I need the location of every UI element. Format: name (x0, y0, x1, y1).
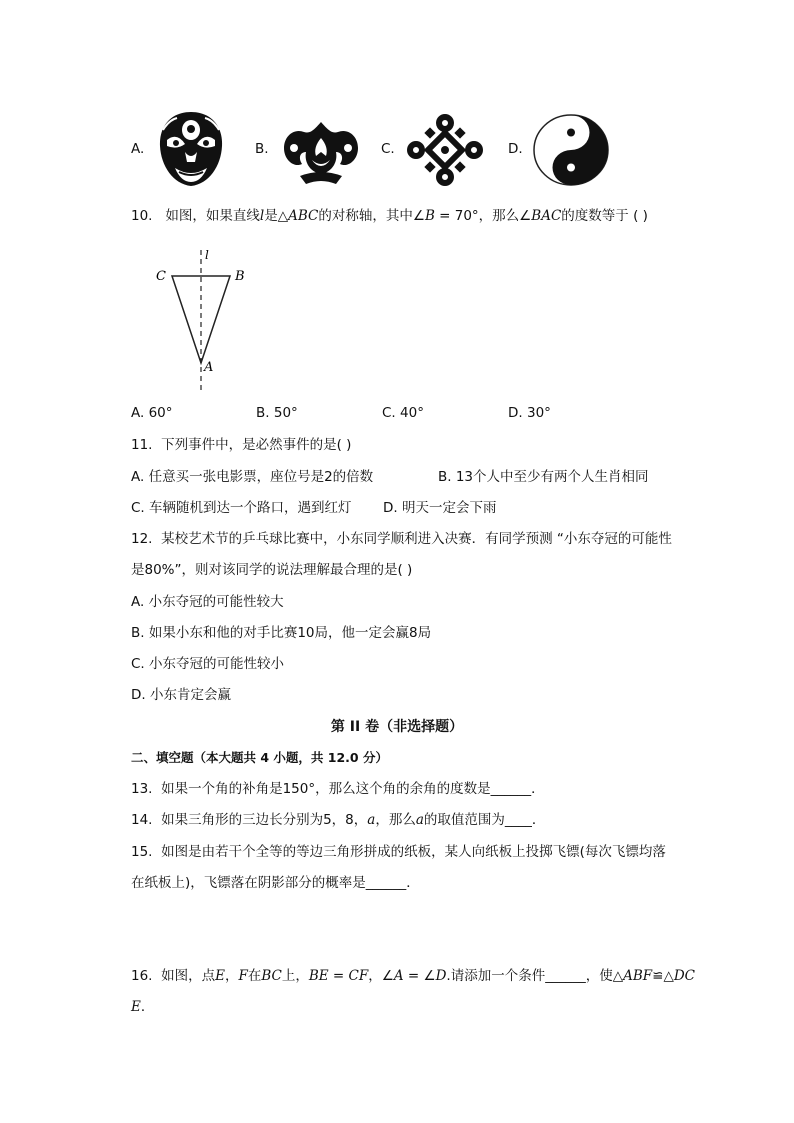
part-title: 第 II 卷（非选择题） (330, 719, 464, 735)
question-number: 14. (131, 812, 153, 828)
question-16-cont (131, 997, 154, 1017)
q12-option-a: A. 小东夺冠的可能性较大 (131, 594, 284, 610)
question-14 (131, 810, 545, 830)
question-text: 下列事件中，是必然事件的是( ) (161, 437, 352, 453)
option-value: 40° (400, 405, 424, 421)
question-text: 如图，如果直线 (165, 208, 260, 224)
math-var: E (131, 999, 141, 1015)
question-text: 在 (247, 968, 262, 984)
option-value: 50° (273, 405, 298, 421)
q11-option-c: C. 车辆随机到达一个路口，遇到红灯 (131, 500, 352, 516)
question-12 (131, 529, 672, 549)
question-text: = (328, 968, 349, 984)
question-10 (131, 206, 648, 226)
question-text: 如果三角形的三边长分别为5，8， (161, 812, 368, 828)
triangle-figure (150, 245, 260, 395)
q10-option-c (382, 403, 424, 423)
q11-option-d: D. 明天一定会下雨 (383, 500, 497, 516)
question-number: 11. (131, 437, 153, 453)
math-var: E (215, 968, 225, 984)
math-var: ABF (623, 968, 653, 984)
section-heading: 二、填空题（本大题共 4 小题，共 12.0 分） (131, 750, 388, 765)
q10-option-d (508, 403, 551, 423)
opera-mask-icon (157, 110, 225, 188)
yin-yang-icon (532, 113, 610, 187)
question-15 (131, 842, 666, 862)
question-number: 12. (131, 531, 153, 547)
option-value: 30° (526, 405, 551, 421)
q12-option-b: B. 如果小东和他的对手比赛10局，他一定会赢8局 (131, 625, 432, 641)
question-text: 是 (264, 208, 278, 224)
math-var: a (367, 812, 376, 828)
question-text: ， (224, 968, 239, 984)
q11-option-b: B. 13个人中至少有两个人生肖相同 (438, 469, 649, 485)
question-13 (131, 779, 545, 799)
axis-label-l: l (205, 248, 209, 262)
question-number: 10. (131, 208, 153, 224)
question-11 (131, 435, 351, 455)
math-var: BC (261, 968, 282, 984)
question-text: ，∠ (368, 968, 394, 984)
question-number: 15. (131, 844, 153, 860)
question-text: 如果一个角的补角是150°，那么这个角的余角的度数是______． (161, 781, 545, 797)
q10-option-a (131, 403, 173, 423)
q11-option-a: A. 任意买一张电影票，座位号是2的倍数 (131, 469, 374, 485)
option-label: B. (256, 405, 270, 421)
option-label: D. (508, 405, 523, 421)
q9-option-a-label: A. (131, 141, 145, 157)
knot-ornament-icon (406, 113, 484, 187)
option-label: A. (131, 405, 145, 421)
vertex-label-a: A (204, 360, 214, 375)
question-16 (131, 966, 695, 986)
math-var: CF (348, 968, 369, 984)
math-var: DC (673, 968, 695, 984)
floral-ornament-icon (280, 118, 362, 186)
question-text: 某校艺术节的乒乓球比赛中，小东同学顺利进入决赛．有同学预测 “小东夺冠的可能性 (161, 531, 672, 547)
vertex-label-c: C (156, 269, 166, 284)
q9-option-d-label: D. (508, 141, 523, 157)
question-text: 的度数等于 ( ) (561, 208, 648, 224)
math-var: l (259, 208, 265, 224)
option-value: 60° (148, 405, 173, 421)
question-text: = 70°，那么∠ (434, 208, 532, 224)
q10-option-b (256, 403, 298, 423)
question-number: 13. (131, 781, 153, 797)
q12-option-d: D. 小东肯定会赢 (131, 687, 231, 703)
question-text: 如图，点 (161, 968, 216, 984)
math-var: D (435, 968, 447, 984)
math-var: BAC (531, 208, 562, 224)
question-text: ． (140, 999, 155, 1015)
question-text: ，那么 (375, 812, 416, 828)
question-text: 的取值范围为____． (423, 812, 546, 828)
question-text: 如图是由若干个全等的等边三角形拼成的纸板，某人向纸板上投掷飞镖(每次飞镖均落 (161, 844, 666, 860)
q9-option-c-label: C. (381, 141, 395, 157)
question-text: .请添加一个条件______，使△ (446, 968, 624, 984)
question-number: 16. (131, 968, 153, 984)
question-12-cont: 是80%”，则对该同学的说法理解最合理的是( ) (131, 562, 413, 578)
q12-option-c: C. 小东夺冠的可能性较小 (131, 656, 285, 672)
math-var: B (424, 208, 435, 224)
math-var: a (415, 812, 424, 828)
question-text: 上， (281, 968, 309, 984)
q9-option-b-label: B. (255, 141, 269, 157)
triangle-symbol: △ (277, 208, 289, 224)
option-label: C. (382, 405, 396, 421)
math-var: A (393, 968, 404, 984)
question-text: ≌△ (652, 968, 674, 984)
question-text: = ∠ (403, 968, 436, 984)
math-var: BE (308, 968, 329, 984)
math-var: ABC (288, 208, 319, 224)
vertex-label-b: B (235, 269, 245, 284)
question-15-cont: 在纸板上)，飞镖落在阴影部分的概率是______． (131, 875, 420, 891)
question-text: 的对称轴，其中∠ (318, 208, 425, 224)
math-var: F (238, 968, 248, 984)
